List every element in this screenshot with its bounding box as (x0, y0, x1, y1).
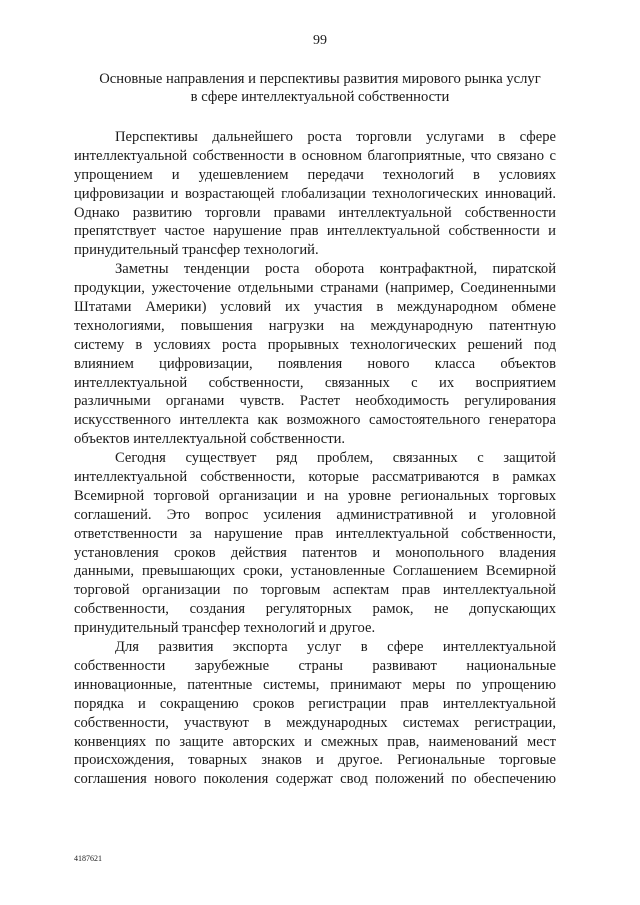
text-line: соглашений. Это вопрос усиления административной и уголовной (74, 506, 556, 523)
text-line: конвенциях по защите авторских и смежных прав, наименований мест (74, 733, 556, 750)
page-title (74, 70, 566, 106)
text-line: собственности, создания регуляторных рамок, не допускающих (74, 601, 556, 618)
paragraph (74, 260, 556, 449)
text-line: влиянием цифровизации, появления нового класса объектов (74, 355, 556, 372)
text-line: ответственности за нарушение прав интеллектуальной собственности, (74, 525, 556, 542)
text-line: торговой организации по торговым аспектам прав интеллектуальной (74, 582, 556, 599)
document-id: 4187621 (74, 854, 102, 863)
text-line: продукции, ужесточение отдельными странами (например, Соединенными (74, 280, 556, 297)
paragraph (74, 128, 556, 260)
text-line: Однако развитию торговли правами интеллектуальной собственности (74, 204, 556, 221)
text-line: инновационные, патентные системы, принимают меры по упрощению (74, 676, 556, 693)
text-line: препятствует частое нарушение прав интеллектуальной собственности и (74, 223, 556, 240)
title-line: в сфере интеллектуальной собственности (190, 89, 450, 105)
body-text (74, 128, 556, 789)
text-line: Перспективы дальнейшего роста торговли услугами в сфере (115, 129, 556, 145)
text-line: цифровизации и возрастающей глобализации технологических инноваций. (74, 185, 556, 202)
text-line: принудительный трансфер технологий и другое. (74, 620, 376, 637)
page-number: 99 (313, 33, 327, 48)
text-line: Сегодня существует ряд проблем, связанных с защитой (115, 450, 556, 467)
text-line: систему в условиях роста прорывных технологических решений под (74, 336, 556, 353)
paragraph (74, 638, 556, 789)
text-line: объектов интеллектуальной собственности. (74, 431, 346, 448)
text-line: Всемирной торговой организации и на уровне региональных торговых (74, 487, 556, 504)
paragraph (74, 449, 556, 638)
text-line: различными органами чувств. Растет необходимость регулирования (74, 393, 556, 410)
text-line: порядка и сокращению сроков регистрации прав интеллектуальной (74, 695, 556, 712)
text-line: Заметны тенденции роста оборота контрафактной, пиратской (115, 261, 556, 278)
text-line: технологиями, повышения нагрузки на международную патентную (74, 317, 556, 334)
title-line: Основные направления и перспективы развития мирового рынка услуг (99, 71, 541, 87)
text-line: искусственного интеллекта как возможного самостоятельного генератора (74, 412, 556, 429)
text-line: интеллектуальной собственности, связанных с их восприятием (74, 374, 556, 391)
text-line: принудительный трансфер технологий. (74, 242, 319, 259)
text-line: данными, превышающих сроки, установленные Соглашением Всемирной (74, 563, 556, 580)
text-line: Для развития экспорта услуг в сфере интеллектуальной (115, 639, 556, 656)
text-line: собственности зарубежные страны развивают национальные (74, 657, 556, 674)
text-line: происхождения, товарных знаков и другое. Региональные торговые (74, 752, 556, 769)
text-line: Штатами Америки) условий их участия в международном обмене (74, 299, 556, 316)
text-line: упрощением и удешевлением передачи технологий в условиях (74, 166, 556, 183)
text-line: собственности, участвуют в международных системах регистрации, (74, 714, 556, 731)
text-line: интеллектуальной собственности, которые рассматриваются в рамках (74, 469, 556, 486)
text-line: установления сроков действия патентов и монопольного владения (74, 544, 556, 561)
text-line: интеллектуальной собственности в основном благоприятные, что связано с (74, 147, 556, 164)
text-line: соглашения нового поколения содержат свод положений по обеспечению (74, 771, 556, 788)
